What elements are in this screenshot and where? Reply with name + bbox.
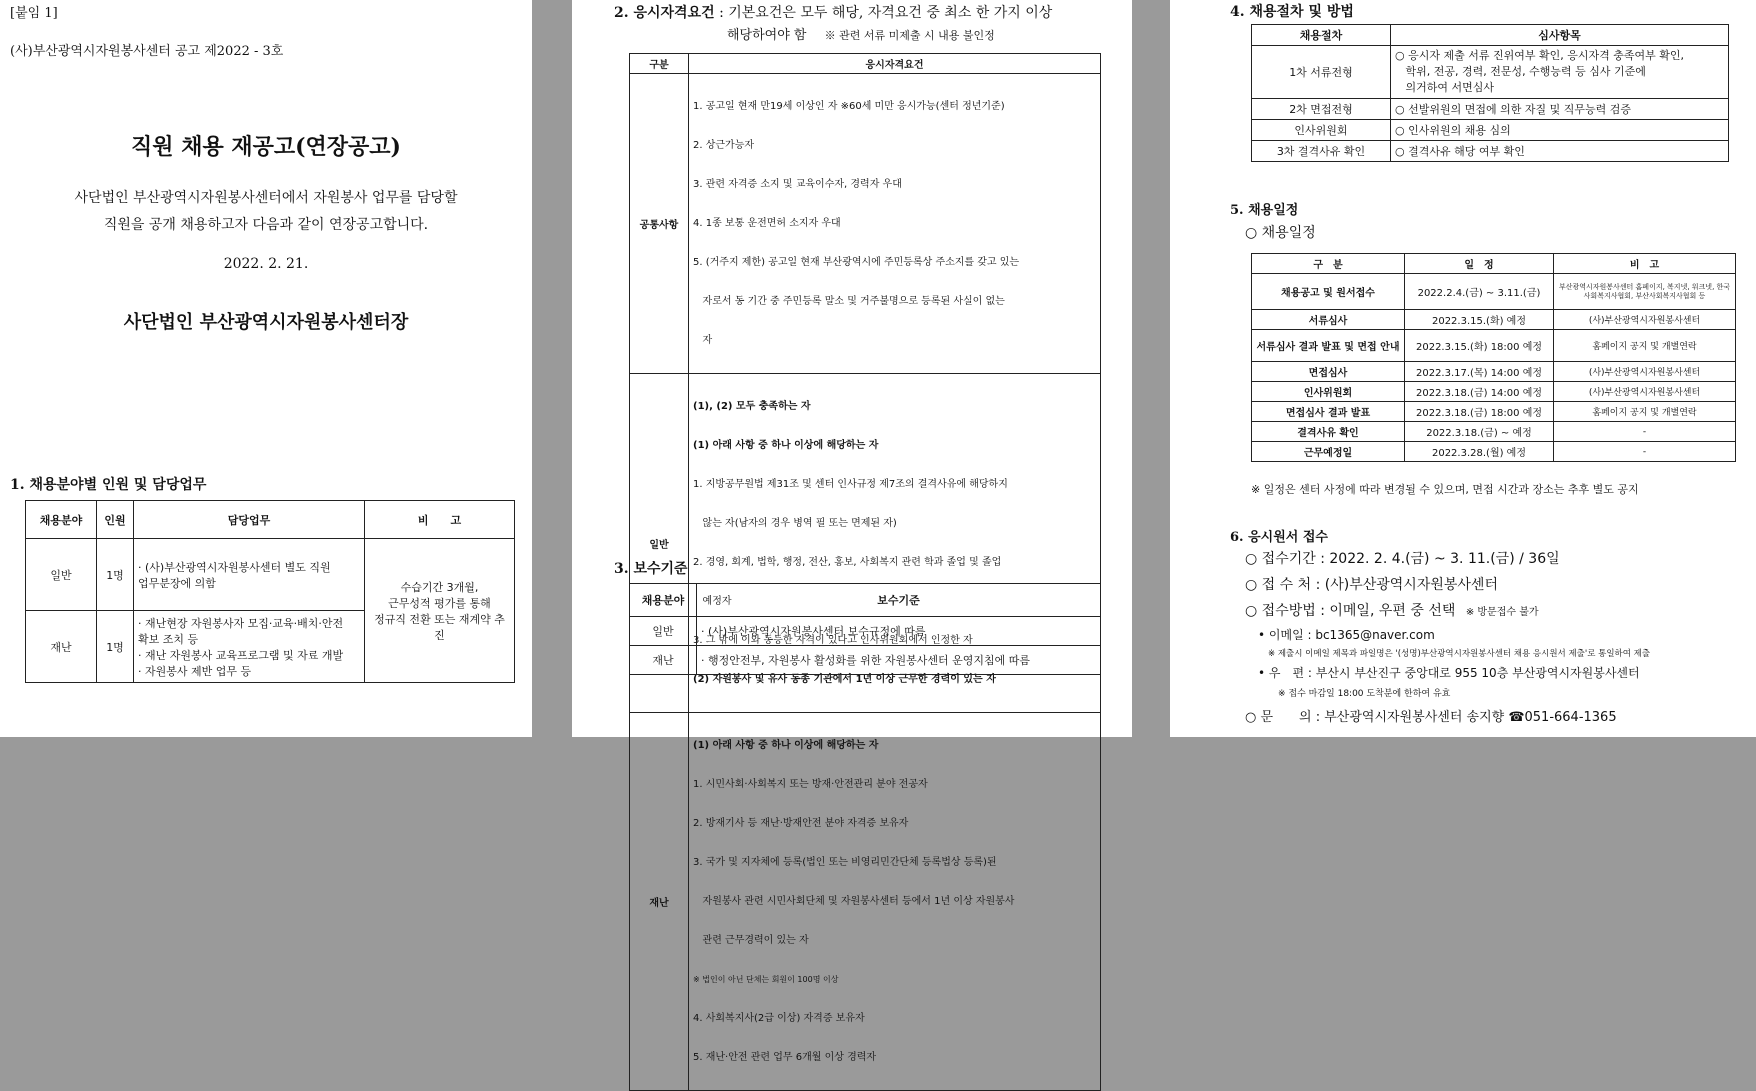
requirement-line: ※ 법인이 아닌 단체는 회원이 100명 이상 bbox=[693, 975, 839, 984]
schedule-item: 면접심사 bbox=[1252, 362, 1405, 382]
criteria-cell: ○ 인사위원의 채용 심의 bbox=[1391, 120, 1729, 141]
application-method-text: ○ 접수방법 : 이메일, 우편 중 선택 bbox=[1245, 603, 1456, 619]
schedule-note: (사)부산광역시자원봉사센터 bbox=[1554, 310, 1736, 330]
section-2-desc-2 bbox=[727, 24, 995, 43]
application-method bbox=[1245, 600, 1539, 620]
requirement-line: (1), (2) 모두 충족하는 자 bbox=[693, 401, 811, 412]
page-1 bbox=[0, 0, 532, 737]
count-cell: 1명 bbox=[97, 539, 134, 611]
row-label: 재난 bbox=[630, 713, 689, 1091]
col-header: 일 정 bbox=[1405, 254, 1554, 274]
row-label: 일반 bbox=[630, 374, 689, 713]
field-cell: 일반 bbox=[630, 617, 697, 646]
requirement-line: 자 bbox=[693, 335, 713, 346]
salary-table bbox=[629, 583, 1101, 675]
section-5-sub: ○ 채용일정 bbox=[1245, 225, 1316, 241]
table-row bbox=[1252, 442, 1736, 462]
schedule-note: - bbox=[1554, 442, 1736, 462]
requirement-line: 4. 1종 보통 운전면허 소지자 우대 bbox=[693, 218, 841, 229]
requirement-line: 자로서 동 기간 중 주민등록 말소 및 거주불명으로 등록된 사실이 없는 bbox=[693, 296, 1005, 307]
table-row bbox=[1252, 402, 1736, 422]
salary-cell: · (사)부산광역시자원봉사센터 보수규정에 따름 bbox=[697, 617, 1101, 646]
table-row bbox=[1252, 330, 1736, 362]
schedule-note: 부산광역시자원봉사센터 홈페이지, 복지넷, 워크넷, 한국사회복지사협회, 부산사회복지사협회 등 bbox=[1554, 274, 1736, 310]
step-cell: 2차 면접전형 bbox=[1252, 99, 1391, 120]
col-header: 담당업무 bbox=[134, 501, 365, 539]
schedule-item: 서류심사 결과 발표 및 면접 안내 bbox=[1252, 330, 1405, 362]
requirement-line: 2. 방재기사 등 재난·방재안전 분야 자격증 보유자 bbox=[693, 818, 909, 829]
table-row bbox=[1252, 274, 1736, 310]
section-2-desc-line: 해당하여야 함 bbox=[727, 28, 807, 43]
staff-table bbox=[25, 500, 515, 683]
section-2-heading bbox=[614, 2, 1052, 22]
section-2-title: 2. 응시자격요건 bbox=[614, 5, 715, 21]
intro-line: 직원을 공개 채용하고자 다음과 같이 연장공고합니다. bbox=[103, 217, 429, 233]
email-address: • 이메일 : bc1365@naver.com bbox=[1258, 628, 1435, 642]
criteria-line: ○ 응시자 제출 서류 진위여부 확인, 응시자격 충족여부 확인, bbox=[1395, 49, 1684, 62]
duty-line: · (사)부산광역시자원봉사센터 별도 직원 bbox=[138, 560, 331, 574]
schedule-table bbox=[1251, 253, 1736, 462]
issuer-name: 사단법인 부산광역시자원봉사센터장 bbox=[123, 312, 409, 333]
col-header: 채용분야 bbox=[630, 584, 697, 617]
requirement-line: 관련 근무경력이 있는 자 bbox=[693, 935, 809, 946]
schedule-date: 2022.2.4.(금) ~ 3.11.(금) bbox=[1405, 274, 1554, 310]
col-header: 구분 bbox=[630, 54, 689, 74]
criteria-line: 의거하여 서면심사 bbox=[1395, 81, 1494, 94]
schedule-date: 2022.3.17.(목) 14:00 예정 bbox=[1405, 362, 1554, 382]
table-row bbox=[26, 539, 515, 611]
page-3 bbox=[1170, 0, 1756, 737]
schedule-item: 채용공고 및 원서접수 bbox=[1252, 274, 1405, 310]
procedure-table bbox=[1251, 24, 1729, 162]
requirement-line: (2) 자원봉사 및 유사 동종 기관에서 1년 이상 근무한 경력이 있는 자 bbox=[693, 674, 996, 685]
requirement-line: 1. 지방공무원법 제31조 및 센터 인사규정 제7조의 결격사유에 해당하지 bbox=[693, 479, 1008, 490]
schedule-note: (사)부산광역시자원봉사센터 bbox=[1554, 362, 1736, 382]
section-4-title: 4. 채용절차 및 방법 bbox=[1230, 4, 1354, 20]
table-row bbox=[1252, 422, 1736, 442]
salary-cell: · 행정안전부, 자원봉사 활성화를 위한 자원봉사센터 운영지침에 따름 bbox=[697, 646, 1101, 675]
duties-cell bbox=[134, 611, 365, 683]
col-header: 응시자격요건 bbox=[689, 54, 1101, 74]
requirement-line: 1. 공고일 현재 만19세 이상인 자 ※60세 미만 응시가능(센터 정년기준) bbox=[693, 101, 1005, 112]
note-line: 수습기간 3개월, bbox=[400, 580, 479, 594]
note-cell bbox=[365, 539, 515, 683]
duty-line: 업무분장에 의함 bbox=[138, 576, 216, 590]
schedule-note: 홈페이지 공지 및 개별연락 bbox=[1554, 402, 1736, 422]
requirement-line: 3. 관련 자격증 소지 및 교육이수자, 경력자 우대 bbox=[693, 179, 902, 190]
field-cell: 일반 bbox=[26, 539, 97, 611]
schedule-date: 2022.3.18.(금) 18:00 예정 bbox=[1405, 402, 1554, 422]
table-row bbox=[1252, 99, 1729, 120]
table-row bbox=[630, 713, 1101, 1091]
requirement-line: (1) 아래 사항 중 하나 이상에 해당하는 자 bbox=[693, 740, 879, 751]
col-header: 인원 bbox=[97, 501, 134, 539]
count-cell: 1명 bbox=[97, 611, 134, 683]
application-period: ○ 접수기간 : 2022. 2. 4.(금) ~ 3. 11.(금) / 36일 bbox=[1245, 551, 1560, 567]
schedule-item: 결격사유 확인 bbox=[1252, 422, 1405, 442]
criteria-cell: ○ 선발위원의 면접에 의한 자질 및 직무능력 검증 bbox=[1391, 99, 1729, 120]
schedule-note-text: ※ 일정은 센터 사정에 따라 변경될 수 있으며, 면접 시간과 장소는 추후 별도 공지 bbox=[1251, 483, 1639, 496]
disaster-requirements bbox=[689, 713, 1101, 1091]
schedule-note: 홈페이지 공지 및 개별연락 bbox=[1554, 330, 1736, 362]
page-2 bbox=[572, 0, 1132, 1063]
col-header: 보수기준 bbox=[697, 584, 1101, 617]
table-row bbox=[1252, 120, 1729, 141]
email-note: ※ 제출시 이메일 제목과 파일명은 '(성명)부산광역시자원봉사센터 채용 응시원서 제출'로 통일하여 제출 bbox=[1268, 649, 1651, 659]
application-method-note: ※ 방문접수 불가 bbox=[1465, 607, 1539, 618]
section-2-desc: : 기본요건은 모두 해당, 자격요건 중 최소 한 가지 이상 bbox=[714, 5, 1053, 21]
note-line: 근무성적 평가를 통해 bbox=[388, 596, 491, 610]
section-6-title: 6. 응시원서 접수 bbox=[1230, 530, 1328, 545]
schedule-date: 2022.3.18.(금) 14:00 예정 bbox=[1405, 382, 1554, 402]
common-requirements bbox=[689, 74, 1101, 374]
criteria-cell: ○ 결격사유 해당 여부 확인 bbox=[1391, 141, 1729, 162]
schedule-date: 2022.3.15.(화) 예정 bbox=[1405, 310, 1554, 330]
attachment-label: [붙임 1] bbox=[10, 6, 58, 21]
table-row bbox=[1252, 46, 1729, 99]
requirement-line: 5. (거주지 제한) 공고일 현재 부산광역시에 주민등록상 주소지를 갖고 있는 bbox=[693, 257, 1020, 268]
requirement-line: 자원봉사 관련 시민사회단체 및 자원봉사센터 등에서 1년 이상 자원봉사 bbox=[693, 896, 1015, 907]
table-row bbox=[1252, 362, 1736, 382]
col-header: 비 고 bbox=[365, 501, 515, 539]
schedule-date: 2022.3.28.(월) 예정 bbox=[1405, 442, 1554, 462]
section-5-title: 5. 채용일정 bbox=[1230, 203, 1299, 218]
col-header: 채용분야 bbox=[26, 501, 97, 539]
col-header: 구 분 bbox=[1252, 254, 1405, 274]
step-cell: 3차 결격사유 확인 bbox=[1252, 141, 1391, 162]
notice-date: 2022. 2. 21. bbox=[223, 256, 309, 272]
table-row bbox=[630, 74, 1101, 374]
schedule-date: 2022.3.15.(화) 18:00 예정 bbox=[1405, 330, 1554, 362]
section-2-note: ※ 관련 서류 미제출 시 내용 불인정 bbox=[824, 29, 995, 42]
schedule-item: 서류심사 bbox=[1252, 310, 1405, 330]
intro-line: 사단법인 부산광역시자원봉사센터에서 자원봉사 업무를 담당할 bbox=[74, 190, 458, 206]
schedule-item: 인사위원회 bbox=[1252, 382, 1405, 402]
table-row bbox=[1252, 310, 1736, 330]
table-row bbox=[630, 617, 1101, 646]
section-3-title: 3. 보수기준 bbox=[614, 561, 688, 577]
postal-address: • 우 편 : 부산시 부산진구 중앙대로 955 10층 부산광역시자원봉사센터 bbox=[1258, 666, 1640, 680]
duty-line: · 재난 자원봉사 교육프로그램 및 자료 개발 bbox=[138, 648, 344, 662]
intro-text bbox=[0, 185, 532, 239]
col-header: 비 고 bbox=[1554, 254, 1736, 274]
criteria-cell bbox=[1391, 46, 1729, 99]
table-row bbox=[630, 646, 1101, 675]
requirement-line: 5. 재난·안전 관련 업무 6개월 이상 경력자 bbox=[693, 1052, 877, 1063]
inquiry-contact: ○ 문 의 : 부산광역시자원봉사센터 송지향 ☎051-664-1365 bbox=[1245, 710, 1617, 725]
requirement-line: 예정자 bbox=[693, 596, 732, 607]
duty-line: · 자원봉사 제반 업무 등 bbox=[138, 664, 252, 678]
duty-line: · 재난현장 자원봉사자 모집·교육·배치·안전 bbox=[138, 616, 344, 630]
duties-cell bbox=[134, 539, 365, 611]
requirement-line: (1) 아래 사항 중 하나 이상에 해당하는 자 bbox=[693, 440, 879, 451]
field-cell: 재난 bbox=[26, 611, 97, 683]
document-title: 직원 채용 재공고(연장공고) bbox=[131, 134, 401, 160]
requirement-line: 3. 그 밖에 이와 동등한 자격이 있다고 인사위원회에서 인정한 자 bbox=[693, 635, 973, 646]
table-row bbox=[1252, 141, 1729, 162]
duty-line: 확보 조치 등 bbox=[138, 632, 199, 646]
col-header: 심사항목 bbox=[1391, 25, 1729, 46]
table-row bbox=[1252, 382, 1736, 402]
requirement-line: 않는 자(남자의 경우 병역 필 또는 면제된 자) bbox=[693, 518, 897, 529]
criteria-line: 학위, 전공, 경력, 전문성, 수행능력 등 심사 기준에 bbox=[1395, 65, 1646, 78]
schedule-item: 면접심사 결과 발표 bbox=[1252, 402, 1405, 422]
schedule-note: - bbox=[1554, 422, 1736, 442]
requirement-line: 4. 사회복지사(2급 이상) 자격증 보유자 bbox=[693, 1013, 865, 1024]
note-line: 정규직 전환 또는 재계약 추진 bbox=[374, 612, 505, 642]
schedule-note: (사)부산광역시자원봉사센터 bbox=[1554, 382, 1736, 402]
postal-note: ※ 접수 마감일 18:00 도착분에 한하여 유효 bbox=[1278, 689, 1451, 699]
field-cell: 재난 bbox=[630, 646, 697, 675]
step-cell: 인사위원회 bbox=[1252, 120, 1391, 141]
requirement-line: 3. 국가 및 지자체에 등록(법인 또는 비영리민간단체 등록법상 등록)된 bbox=[693, 857, 997, 868]
application-place: ○ 접 수 처 : (사)부산광역시자원봉사센터 bbox=[1245, 577, 1498, 593]
section-1-title: 1. 채용분야별 인원 및 담당업무 bbox=[10, 477, 207, 493]
requirement-line: 1. 시민사회·사회복지 또는 방재·안전관리 분야 전공자 bbox=[693, 779, 928, 790]
notice-number: (사)부산광역시자원봉사센터 공고 제2022 - 3호 bbox=[10, 44, 284, 59]
schedule-date: 2022.3.18.(금) ~ 예정 bbox=[1405, 422, 1554, 442]
requirement-line: 2. 상근가능자 bbox=[693, 140, 755, 151]
requirement-line: 2. 경영, 회계, 법학, 행정, 전산, 홍보, 사회복지 관련 학과 졸업 및 졸업 bbox=[693, 557, 1002, 568]
col-header: 채용절차 bbox=[1252, 25, 1391, 46]
qualification-table bbox=[629, 53, 1101, 1091]
step-cell: 1차 서류전형 bbox=[1252, 46, 1391, 99]
schedule-item: 근무예정일 bbox=[1252, 442, 1405, 462]
row-label: 공통사항 bbox=[630, 74, 689, 374]
